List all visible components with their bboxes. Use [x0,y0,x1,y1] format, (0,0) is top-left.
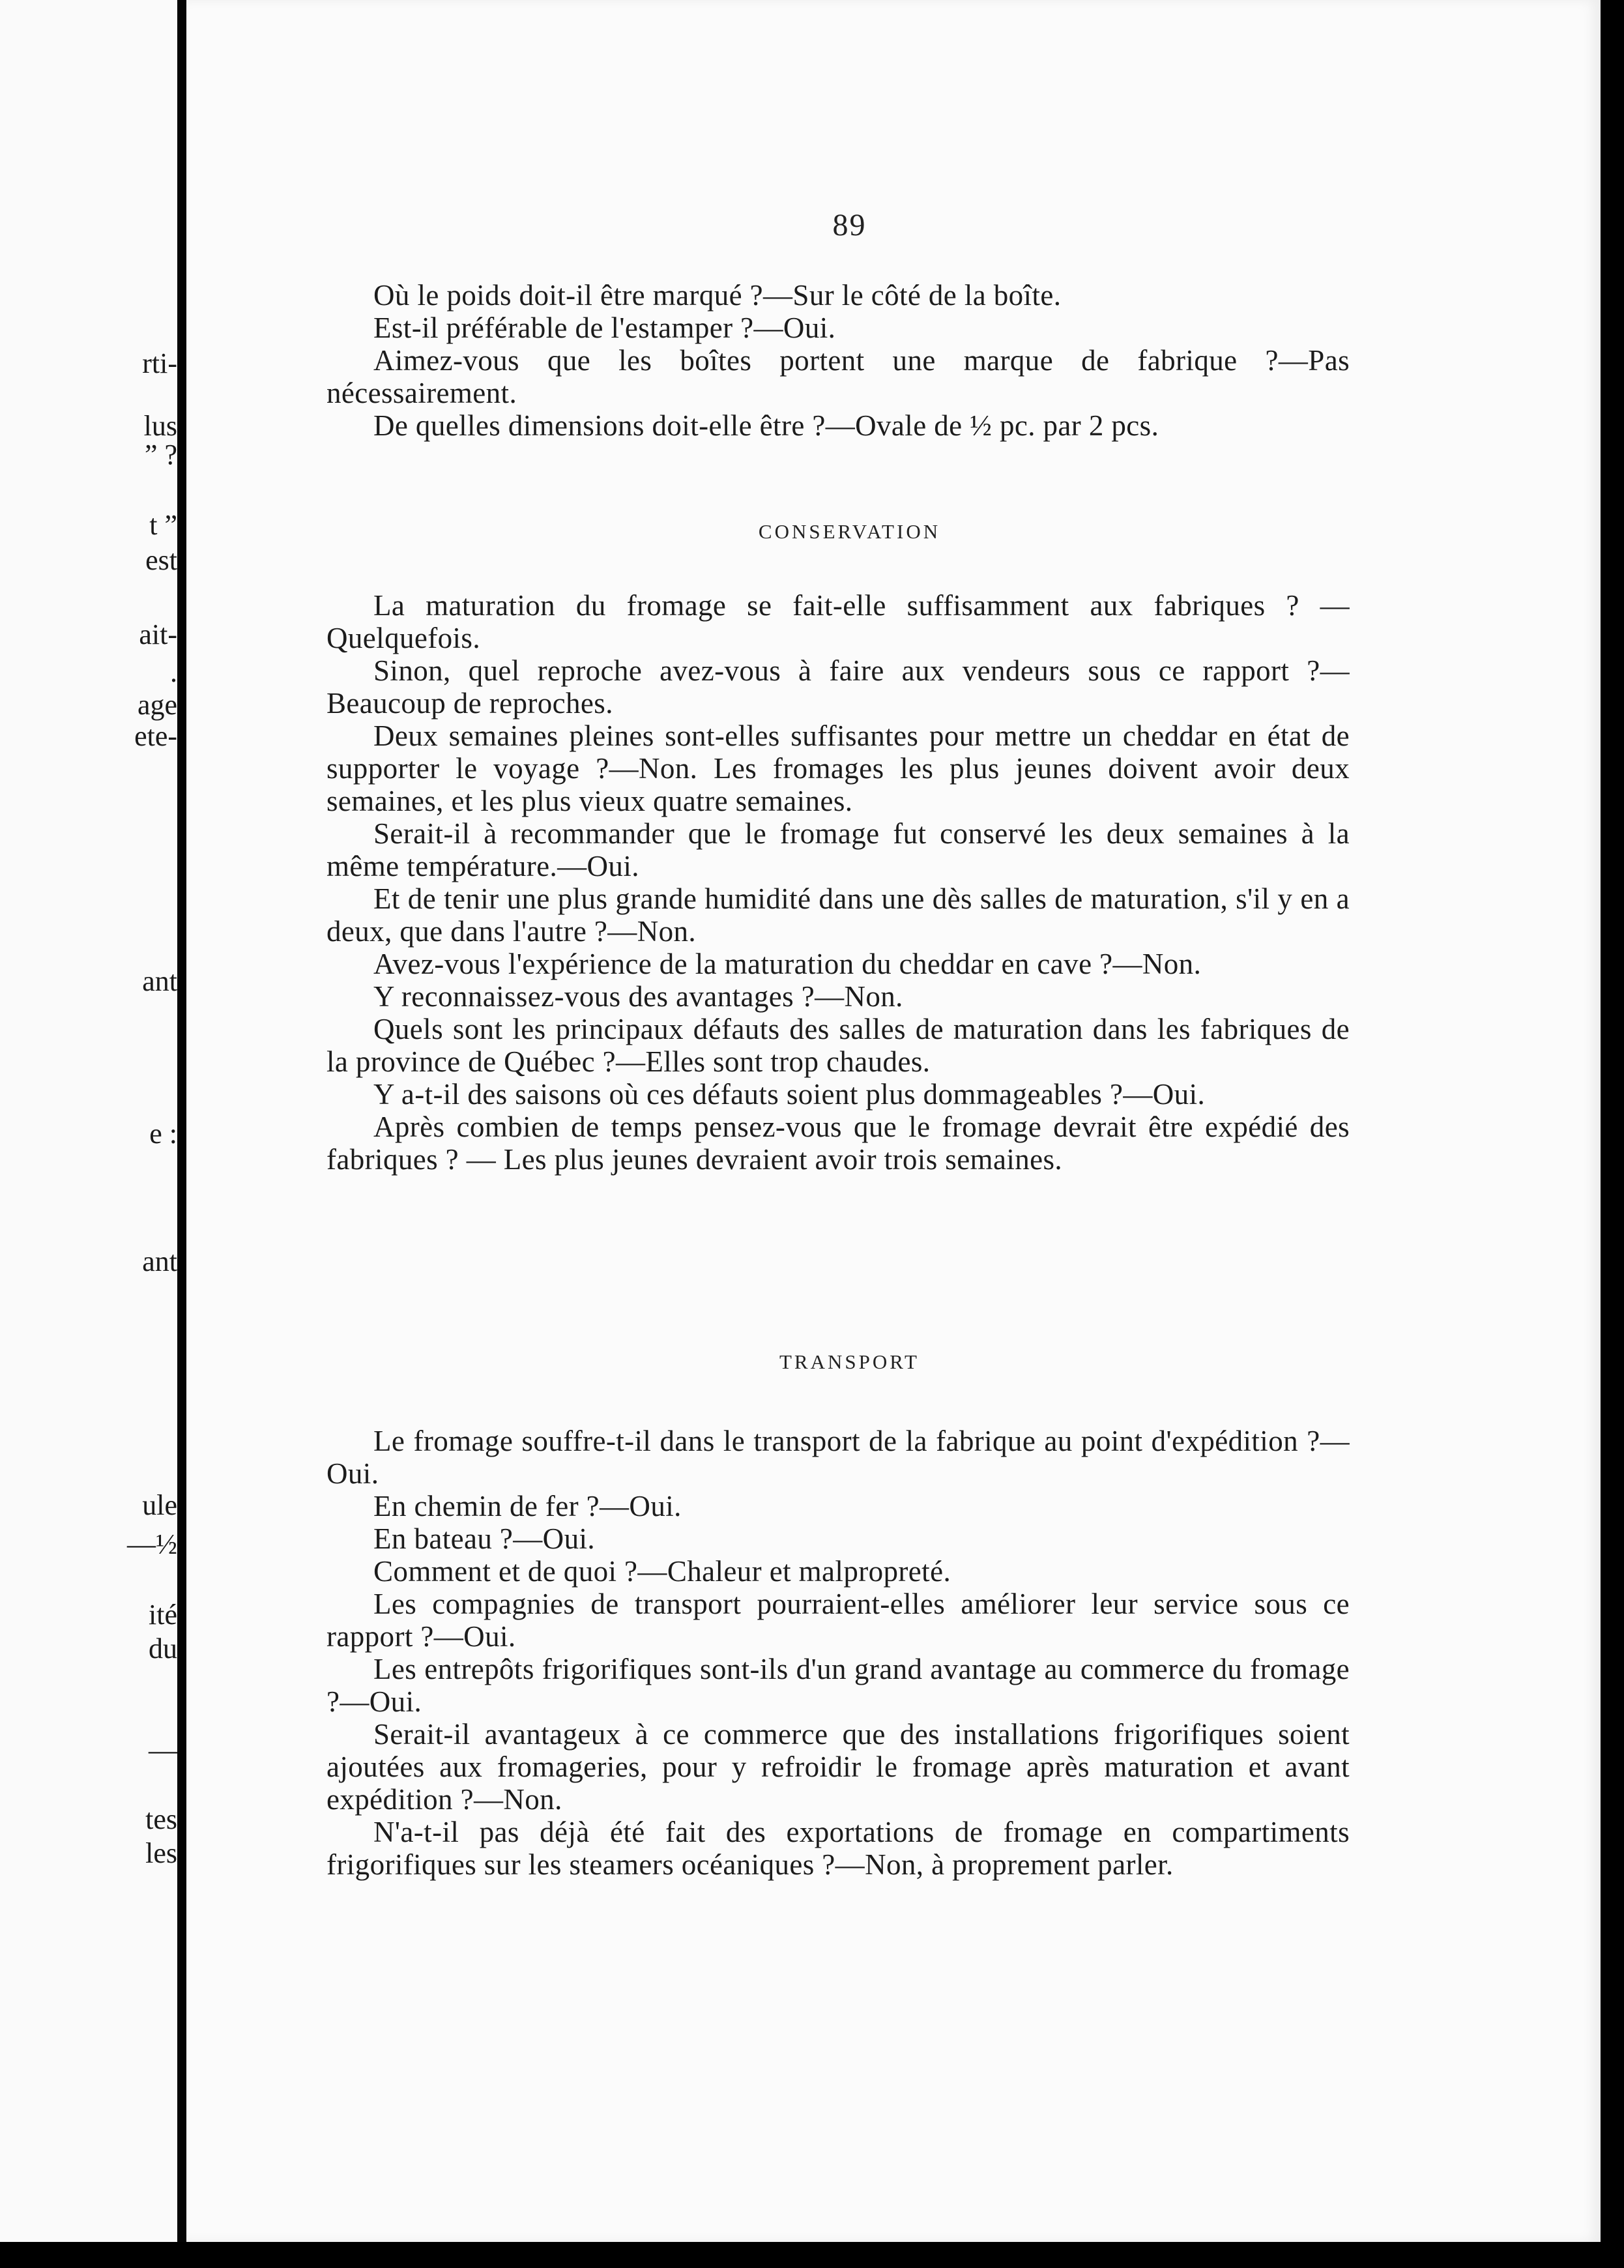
left-fragment: ule [142,1489,177,1521]
book-gutter [177,0,186,2268]
left-fragment: . [170,656,177,688]
paragraph: De quelles dimensions doit-elle être ?—Ovale de ½ pc. par 2 pcs. [373,409,1159,442]
left-fragment: ete- [134,720,177,752]
left-fragment: ” ? [144,439,177,471]
section-heading-conservation: CONSERVATION [758,520,941,543]
intro-text-block [326,279,1350,442]
paragraph: Où le poids doit-il être marqué ?—Sur le côté de la boîte. [373,279,1062,312]
left-fragment: age [137,689,177,721]
paragraph: Comment et de quoi ?—Chaleur et malpropreté. [373,1555,951,1588]
scan-bottom-edge [0,2242,1624,2268]
paragraph: Y reconnaissez-vous des avantages ?—Non. [373,980,903,1013]
conservation-text-block [326,589,1350,1176]
paragraph: Sinon, quel reproche avez-vous à faire aux vendeurs sous ce rapport ?—Beaucoup de reproches. [326,654,1350,720]
paragraph: En chemin de fer ?—Oui. [373,1490,682,1522]
left-fragment: — [149,1734,177,1766]
paragraph: Quels sont les principaux défauts des salles de maturation dans les fabriques de la province de Québec ?—Elles sont trop chaudes. [326,1013,1350,1078]
left-fragment: tes [145,1803,177,1835]
paragraph: En bateau ?—Oui. [373,1522,596,1555]
paragraph: La maturation du fromage se fait-elle suffisamment aux fabriques ? —Quelquefois. [326,589,1350,654]
paragraph: Y a-t-il des saisons où ces défauts soient plus dommageables ?—Oui. [373,1078,1206,1111]
left-fragment: —½ [127,1528,177,1560]
paragraph: Deux semaines pleines sont-elles suffisantes pour mettre un cheddar en état de supporter le voyage ?—Non. Les fromages les plus jeunes doivent avoir deux semaines, et les plus vieux quatre semaines. [326,720,1350,817]
left-facing-page [0,0,177,2242]
paragraph: Aimez-vous que les boîtes portent une marque de fabrique ?—Pas nécessairement. [326,344,1350,409]
left-fragment: ant [142,965,177,997]
paragraph: Avez-vous l'expérience de la maturation du cheddar en cave ?—Non. [373,948,1202,980]
paragraph: Après combien de temps pensez-vous que le fromage devrait être expédié des fabriques ? — Les plus jeunes devraient avoir trois semaines. [326,1111,1350,1176]
transport-text-block [326,1425,1350,1881]
left-fragment: du [149,1633,177,1665]
left-fragment: ant [142,1245,177,1277]
left-fragment: ité [149,1599,177,1631]
paragraph: Serait-il avantageux à ce commerce que des installations frigorifiques soient ajoutées aux fromageries, pour y refroidir le fromage après maturation et avant expédition ?—Non. [326,1718,1350,1816]
paragraph: Les entrepôts frigorifiques sont-ils d'un grand avantage au commerce du fromage ?—Oui. [326,1653,1350,1718]
left-fragment: t ” [149,509,177,541]
left-fragment: est [145,544,177,576]
main-page [186,0,1601,2242]
page-number: 89 [832,208,867,242]
paragraph: Le fromage souffre-t-il dans le transport de la fabrique au point d'expédition ?—Oui. [326,1425,1350,1490]
paragraph: Serait-il à recommander que le fromage fut conservé les deux semaines à la même température.—Oui. [326,817,1350,882]
left-fragment: les [145,1837,177,1869]
paragraph: N'a-t-il pas déjà été fait des exportations de fromage en compartiments frigorifiques sur les steamers océaniques ?—Non, à proprement parler. [326,1816,1350,1881]
left-fragment: e : [149,1118,177,1150]
left-fragment: lus [143,410,177,442]
left-fragment: rti- [142,347,177,379]
paragraph: Les compagnies de transport pourraient-elles améliorer leur service sous ce rapport ?—Oui. [326,1588,1350,1653]
left-fragment: ait- [139,618,177,650]
paragraph: Est-il préférable de l'estamper ?—Oui. [373,312,836,344]
section-heading-transport: TRANSPORT [779,1350,920,1373]
paragraph: Et de tenir une plus grande humidité dans une dès salles de maturation, s'il y en a deux, que dans l'autre ?—Non. [326,882,1350,948]
